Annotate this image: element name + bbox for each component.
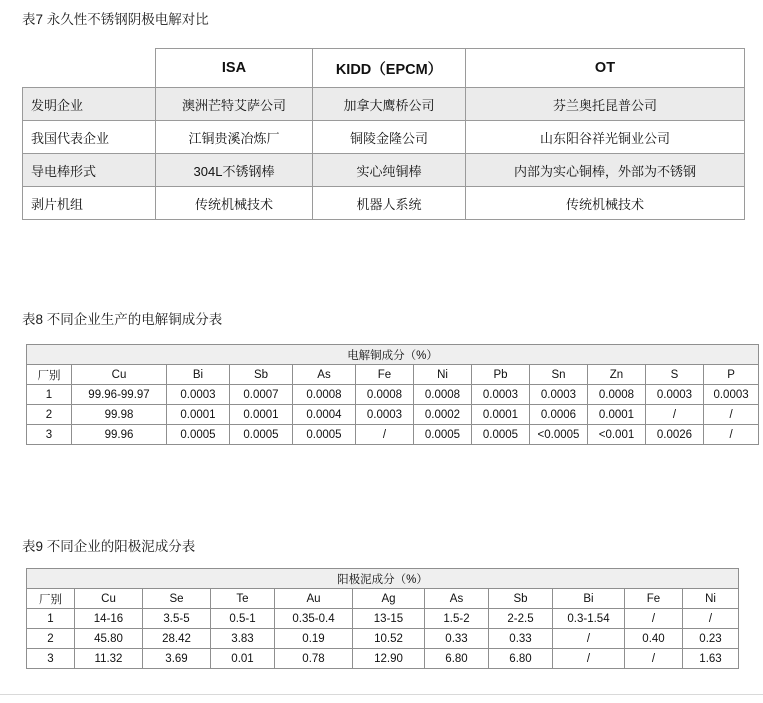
table7-cell: 江铜贵溪冶炼厂 xyxy=(156,121,313,154)
table8-cell: 0.0003 xyxy=(530,385,588,405)
table9-cell: 1.5-2 xyxy=(425,609,489,629)
table9-container xyxy=(26,568,738,669)
table8-cell: 0.0004 xyxy=(293,405,356,425)
table7-cell: 加拿大鹰桥公司 xyxy=(313,88,466,121)
table7-header-cell: ISA xyxy=(156,49,313,88)
table-row xyxy=(23,154,745,187)
table8-cell: 3 xyxy=(27,425,72,445)
table8-column-header: Ni xyxy=(414,365,472,385)
table7-caption: 表7 永久性不锈钢阴极电解对比 xyxy=(22,12,209,27)
table7-header-cell: OT xyxy=(466,49,745,88)
table8-cell: / xyxy=(704,425,759,445)
table8-column-header: Zn xyxy=(588,365,646,385)
table8-cell: 0.0003 xyxy=(356,405,414,425)
table7-cell: 山东阳谷祥光铜业公司 xyxy=(466,121,745,154)
table8-cell: 0.0001 xyxy=(472,405,530,425)
table8-cell: 0.0003 xyxy=(167,385,230,405)
table8-cell: 0.0006 xyxy=(530,405,588,425)
table9-column-header: Ag xyxy=(353,589,425,609)
table8-column-header: Sb xyxy=(230,365,293,385)
table8-cell: 0.0001 xyxy=(230,405,293,425)
table9-cell: 45.80 xyxy=(75,629,143,649)
table9-cell: 0.40 xyxy=(625,629,683,649)
table7-row-label: 发明企业 xyxy=(23,88,156,121)
table-row xyxy=(23,88,745,121)
table9-cell: 0.19 xyxy=(275,629,353,649)
table-row xyxy=(27,405,759,425)
table-header-row xyxy=(27,589,739,609)
table9-cell: 12.90 xyxy=(353,649,425,669)
table9-cell: 0.23 xyxy=(683,629,739,649)
table8-cell: 1 xyxy=(27,385,72,405)
table8-cell: 0.0003 xyxy=(472,385,530,405)
table8-cell: 99.96 xyxy=(72,425,167,445)
table9-cell: 1 xyxy=(27,609,75,629)
table9-cell: / xyxy=(625,609,683,629)
table8-container xyxy=(26,344,749,445)
table9-cell: 11.32 xyxy=(75,649,143,669)
table-title-row xyxy=(27,569,739,589)
table8-column-header: Cu xyxy=(72,365,167,385)
table9-column-header: Cu xyxy=(75,589,143,609)
table9-cell: 28.42 xyxy=(143,629,211,649)
table9-cell: 1.63 xyxy=(683,649,739,669)
table8-column-header: Sn xyxy=(530,365,588,385)
table8-column-header: Pb xyxy=(472,365,530,385)
table8-cell: 0.0008 xyxy=(588,385,646,405)
table8-cell: 0.0007 xyxy=(230,385,293,405)
table7-cell: 304L不锈钢棒 xyxy=(156,154,313,187)
table7-header-cell: KIDD（EPCM） xyxy=(313,49,466,88)
table7-cell: 传统机械技术 xyxy=(156,187,313,220)
table8-cell: 0.0026 xyxy=(646,425,704,445)
table8-title: 电解铜成分（%） xyxy=(27,345,759,365)
table9-column-header: Au xyxy=(275,589,353,609)
table7-row-label: 导电棒形式 xyxy=(23,154,156,187)
table8-cell: 99.96-99.97 xyxy=(72,385,167,405)
table8-cell: / xyxy=(704,405,759,425)
table9-caption: 表9 不同企业的阳极泥成分表 xyxy=(22,539,196,554)
table8-cell: 0.0008 xyxy=(293,385,356,405)
table7-cell: 传统机械技术 xyxy=(466,187,745,220)
table9-cell: / xyxy=(625,649,683,669)
table7-header-blank xyxy=(23,49,156,88)
table9-cell: 0.01 xyxy=(211,649,275,669)
table9-cell: 0.3-1.54 xyxy=(553,609,625,629)
table9-cell: 0.78 xyxy=(275,649,353,669)
table8-column-header: S xyxy=(646,365,704,385)
table9-cell: 2-2.5 xyxy=(489,609,553,629)
table-row xyxy=(23,49,745,88)
table9-column-header: Fe xyxy=(625,589,683,609)
table9 xyxy=(26,568,739,669)
table9-column-header: Te xyxy=(211,589,275,609)
table7-cell: 芬兰奥托昆普公司 xyxy=(466,88,745,121)
table9-cell: / xyxy=(683,609,739,629)
table8-cell: 0.0005 xyxy=(230,425,293,445)
table8-cell: 0.0001 xyxy=(167,405,230,425)
table7-cell: 澳洲芒特艾萨公司 xyxy=(156,88,313,121)
table8-column-header: As xyxy=(293,365,356,385)
table8-cell: / xyxy=(646,405,704,425)
table8-column-header: P xyxy=(704,365,759,385)
table-row xyxy=(23,121,745,154)
table8-cell: 0.0005 xyxy=(293,425,356,445)
table7-cell: 内部为实心铜棒，外部为不锈钢 xyxy=(466,154,745,187)
table7 xyxy=(22,48,745,220)
table8-cell: / xyxy=(356,425,414,445)
table9-cell: 3.83 xyxy=(211,629,275,649)
table8-cell: 0.0008 xyxy=(414,385,472,405)
table9-cell: 3.69 xyxy=(143,649,211,669)
table9-title: 阳极泥成分（%） xyxy=(27,569,739,589)
table8-caption: 表8 不同企业生产的电解铜成分表 xyxy=(22,312,223,327)
table9-cell: 0.33 xyxy=(425,629,489,649)
page-bottom-rule xyxy=(0,694,763,695)
table9-cell: 0.5-1 xyxy=(211,609,275,629)
table8-cell: 0.0002 xyxy=(414,405,472,425)
table8-column-header: Fe xyxy=(356,365,414,385)
table8-column-header: 厂别 xyxy=(27,365,72,385)
table9-column-header: 厂别 xyxy=(27,589,75,609)
table9-column-header: Bi xyxy=(553,589,625,609)
table9-cell: 2 xyxy=(27,629,75,649)
table8-cell: 0.0003 xyxy=(646,385,704,405)
table7-cell: 机器人系统 xyxy=(313,187,466,220)
table-row xyxy=(27,425,759,445)
table7-row-label: 剥片机组 xyxy=(23,187,156,220)
table7-row-label: 我国代表企业 xyxy=(23,121,156,154)
table7-cell: 铜陵金隆公司 xyxy=(313,121,466,154)
table9-cell: 10.52 xyxy=(353,629,425,649)
table8-cell: 99.98 xyxy=(72,405,167,425)
table9-cell: 13-15 xyxy=(353,609,425,629)
table8-cell: 0.0003 xyxy=(704,385,759,405)
table9-cell: 14-16 xyxy=(75,609,143,629)
table9-column-header: Sb xyxy=(489,589,553,609)
table8-cell: 2 xyxy=(27,405,72,425)
table-row xyxy=(27,629,739,649)
table9-cell: 0.35-0.4 xyxy=(275,609,353,629)
table9-cell: 6.80 xyxy=(425,649,489,669)
table9-cell: 3 xyxy=(27,649,75,669)
table9-cell: / xyxy=(553,649,625,669)
table9-cell: 6.80 xyxy=(489,649,553,669)
table8-column-header: Bi xyxy=(167,365,230,385)
table7-cell: 实心纯铜棒 xyxy=(313,154,466,187)
table8-cell: 0.0005 xyxy=(414,425,472,445)
table8 xyxy=(26,344,759,445)
table-title-row xyxy=(27,345,759,365)
table8-cell: 0.0008 xyxy=(356,385,414,405)
table9-cell: 3.5-5 xyxy=(143,609,211,629)
table8-cell: 0.0001 xyxy=(588,405,646,425)
table-row xyxy=(27,649,739,669)
table-row xyxy=(27,609,739,629)
table9-cell: / xyxy=(553,629,625,649)
table-row xyxy=(23,187,745,220)
table9-cell: 0.33 xyxy=(489,629,553,649)
table8-cell: <0.0005 xyxy=(530,425,588,445)
table7-container xyxy=(22,48,744,220)
table9-column-header: As xyxy=(425,589,489,609)
table-header-row xyxy=(27,365,759,385)
table-row xyxy=(27,385,759,405)
table8-cell: 0.0005 xyxy=(472,425,530,445)
table9-column-header: Ni xyxy=(683,589,739,609)
table9-column-header: Se xyxy=(143,589,211,609)
table8-cell: 0.0005 xyxy=(167,425,230,445)
table8-cell: <0.001 xyxy=(588,425,646,445)
